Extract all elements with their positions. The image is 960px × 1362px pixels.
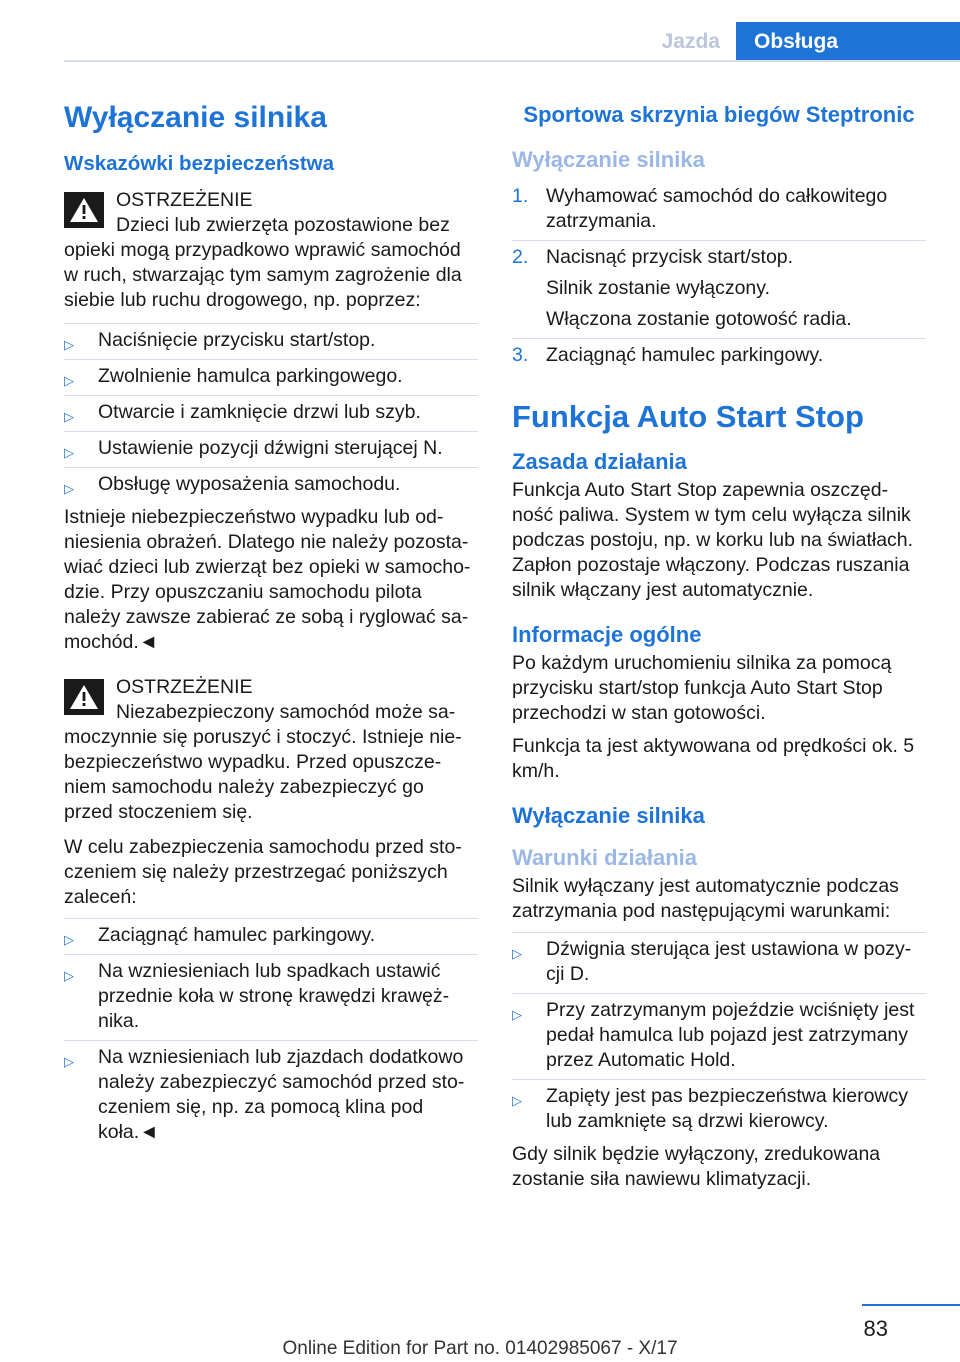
list-item: ▷ Obsługę wyposażenia samochodu. bbox=[64, 467, 478, 497]
list-item: ▷ Dźwignia sterująca jest ustawiona w pozy-cji D. bbox=[512, 932, 926, 987]
warning-text-start: Dzieci lub zwierzęta pozostawione bez opieki mogą przypadkowo wprawić samochód w ruch, stwarzając tym samym zagrożenie dla siebie lub ruchu drogowego, np. poprzez: bbox=[64, 214, 462, 311]
footer-rule bbox=[862, 1304, 960, 1306]
triangle-bullet-icon: ▷ bbox=[512, 946, 522, 961]
safety-subtitle: Wskazówki bezpieczeństwa bbox=[64, 152, 335, 175]
list-item: ▷ Naciśnięcie przycisku start/stop. bbox=[64, 323, 478, 353]
subheading-engine-off: Wyłączanie silnika bbox=[512, 147, 705, 172]
warning-1-list bbox=[64, 323, 478, 497]
right-column bbox=[512, 98, 926, 1200]
auto-start-stop-title: Funkcja Auto Start Stop bbox=[512, 399, 864, 434]
triangle-bullet-icon: ▷ bbox=[64, 1054, 74, 1069]
warning-text-start: Niezabezpieczony samochód może sa-moczynnie się poruszyć i stoczyć. Istnieje nie-bezpieczeństwo wypadku. Przed opuszcze-niem samochodu należy zabezpieczyć go przed stoczeniem się. bbox=[64, 701, 462, 823]
triangle-bullet-icon: ▷ bbox=[64, 373, 74, 388]
triangle-bullet-icon: ▷ bbox=[64, 409, 74, 424]
list-item: ▷ Na wzniesieniach lub zjazdach dodatkowo należy zabezpieczyć samochód przed sto-czeniem się, np. za pomocą klina pod koła.◄ bbox=[64, 1040, 478, 1145]
engine-off-heading: Wyłączanie silnika bbox=[512, 803, 705, 828]
conditions-heading: Warunki działania bbox=[512, 845, 698, 870]
page-number: 83 bbox=[863, 1316, 888, 1341]
general-info-text-2: Funkcja ta jest aktywowana od prędkości ok. 5 km/h. bbox=[512, 735, 915, 782]
left-column bbox=[64, 98, 478, 1153]
header-bar bbox=[64, 22, 960, 62]
step-item: 1. Wyhamować samochód do całkowitego zatrzymania. bbox=[512, 185, 888, 232]
list-item: ▷ Przy zatrzymanym pojeździe wciśnięty jest pedał hamulca lub pojazd jest zatrzymany przez Automatic Hold. bbox=[512, 993, 926, 1073]
section-title: Sportowa skrzynia biegów Steptronic bbox=[523, 102, 915, 127]
warning-1 bbox=[64, 188, 478, 313]
triangle-bullet-icon: ▷ bbox=[64, 932, 74, 947]
list-item: ▷ Zapięty jest pas bezpieczeństwa kierowcy lub zamknięte są drzwi kierowcy. bbox=[512, 1079, 926, 1134]
list-item: ▷ Zwolnienie hamulca parkingowego. bbox=[64, 359, 478, 389]
triangle-bullet-icon: ▷ bbox=[64, 968, 74, 983]
tab-obsluga[interactable]: Obsługa bbox=[736, 22, 960, 62]
warning-icon bbox=[64, 192, 104, 228]
conditions-list bbox=[512, 932, 926, 1134]
edition-footer: Online Edition for Part no. 01402985067 - X/17 bbox=[282, 1338, 678, 1359]
tab-jazda[interactable]: Jazda bbox=[661, 30, 720, 53]
list-item: ▷ Zaciągnąć hamulec parkingowy. bbox=[64, 918, 478, 948]
step-item: 3. Zaciągnąć hamulec parkingowy. bbox=[512, 338, 926, 368]
list-item: ▷ Ustawienie pozycji dźwigni sterującej N. bbox=[64, 431, 478, 461]
warning-heading: OSTRZEŻENIE bbox=[116, 189, 253, 211]
triangle-bullet-icon: ▷ bbox=[64, 337, 74, 352]
warning-2-after: W celu zabezpieczenia samochodu przed sto-czeniem się należy przestrzegać poniższych zaleceń: bbox=[64, 836, 462, 908]
warning-heading: OSTRZEŻENIE bbox=[116, 676, 253, 698]
triangle-bullet-icon: ▷ bbox=[64, 481, 74, 496]
step-item: 2. Nacisnąć przycisk start/stop. Silnik zostanie wyłączony. Włączona zostanie gotowość radia. bbox=[512, 240, 926, 332]
general-info-text-1: Po każdym uruchomieniu silnika za pomocą przycisku start/stop funkcja Auto Start Stop przechodzi w stan gotowości. bbox=[512, 652, 892, 724]
principle-heading: Zasada działania bbox=[512, 449, 687, 474]
principle-text: Funkcja Auto Start Stop zapewnia oszczęd-ność paliwa. System w tym celu wyłącza silnik podczas postoju, np. w korku lub na światłach. Zapłon pozostaje włączony. Podczas ruszania silnik włączany jest automatycznie. bbox=[512, 479, 914, 601]
warning-2-list bbox=[64, 918, 478, 1145]
triangle-bullet-icon: ▷ bbox=[512, 1007, 522, 1022]
list-item: ▷ Otwarcie i zamknięcie drzwi lub szyb. bbox=[64, 395, 478, 425]
general-info-heading: Informacje ogólne bbox=[512, 622, 702, 647]
warning-1-after: Istnieje niebezpieczeństwo wypadku lub od-niesienia obrażeń. Dlatego nie należy pozosta-wiać dzieci lub zwierząt bez opieki w samocho-dzie. Przy opuszczaniu samochodu pilota należy zawsze zabierać ze sobą i ryglować sa-mochód.◄ bbox=[64, 506, 471, 653]
conditions-text: Silnik wyłączany jest automatycznie podczas zatrzymania pod następującymi warunkami: bbox=[512, 875, 899, 922]
steps-list bbox=[512, 180, 926, 368]
triangle-bullet-icon: ▷ bbox=[512, 1093, 522, 1108]
warning-icon bbox=[64, 679, 104, 715]
header-rule bbox=[64, 60, 960, 62]
triangle-bullet-icon: ▷ bbox=[64, 445, 74, 460]
warning-2 bbox=[64, 675, 478, 825]
list-item: ▷ Na wzniesieniach lub spadkach ustawić przednie koła w stronę krawędzi krawęż-nika. bbox=[64, 954, 478, 1034]
closing-text: Gdy silnik będzie wyłączony, zredukowana zostanie siła nawiewu klimatyzacji. bbox=[512, 1143, 881, 1190]
page-title: Wyłączanie silnika bbox=[64, 101, 327, 134]
